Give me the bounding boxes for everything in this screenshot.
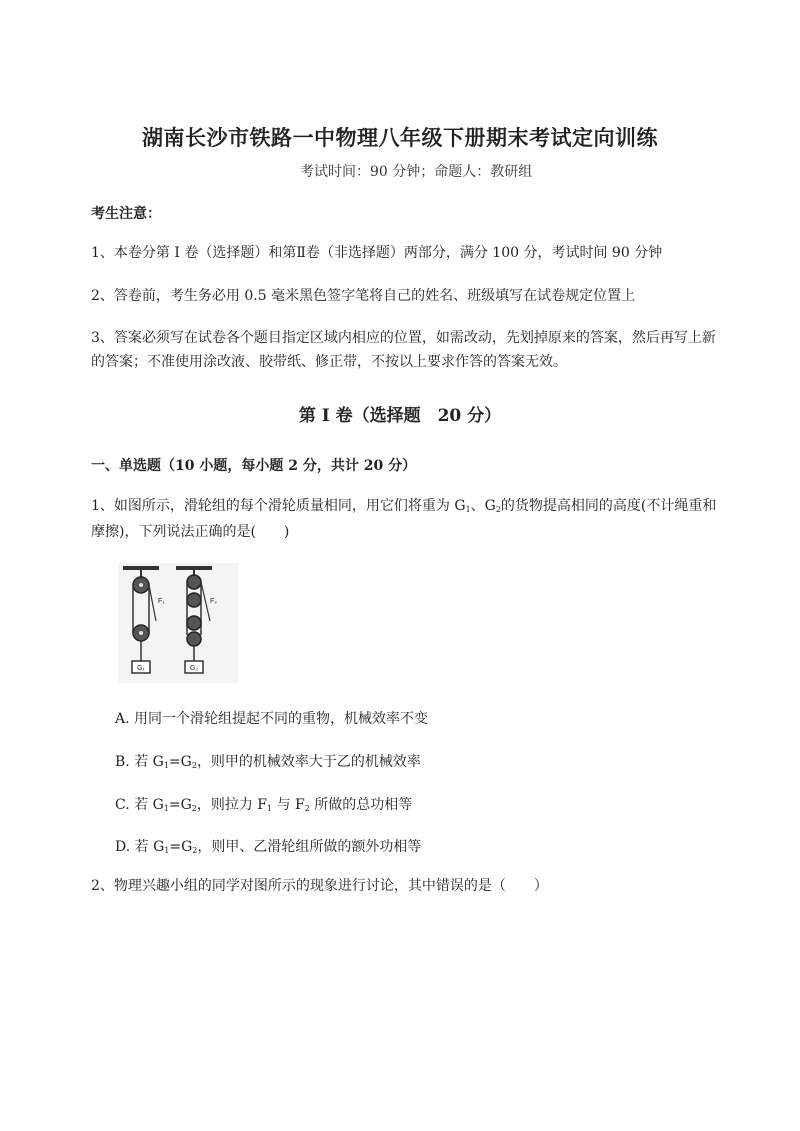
exam-subtitle: 考试时间：90 分钟；命题人：教研组: [300, 164, 533, 180]
movable-pulley-right-top: [187, 616, 201, 630]
part-heading: 一、单选题（10 小题，每小题 2 分，共计 20 分）: [91, 458, 417, 474]
fixed-pulley-right-bottom: [187, 593, 201, 607]
q1-sub-1: 1: [465, 505, 471, 514]
option-b-sub1: 1: [163, 761, 169, 770]
notice-item-3-cont: 的答案；不准使用涂改液、胶带纸、修正带，不按以上要求作答的答案无效。: [91, 354, 567, 370]
option-c-post3: 所做的总功相等: [309, 797, 413, 813]
label-g1: G₁: [137, 665, 145, 672]
question-1-line-2: 摩擦)，下列说法正确的是( ): [91, 524, 290, 540]
label-g2: G₂: [189, 665, 199, 672]
q1-text-a: 1、如图所示，滑轮组的每个滑轮质量相同，用它们将重为 G: [91, 498, 466, 514]
q1-sub-2: 2: [495, 505, 501, 514]
ceiling-right: [176, 566, 212, 570]
option-d-sub1: 1: [164, 846, 170, 855]
option-c-sub4: 2: [304, 804, 310, 813]
option-d: [115, 836, 421, 856]
option-b-post: ，则甲的机械效率大于乙的机械效率: [196, 754, 421, 770]
q1-text-c: 的货物提高相同的高度(不计绳重和: [500, 498, 717, 514]
q1-text-b: 、G: [470, 498, 496, 514]
notice-item-2: 2、答卷前，考生务必用 0.5 毫米黑色签字笔将自己的姓名、班级填写在试卷规定位置上: [91, 288, 636, 304]
movable-pulley-right-bottom: [187, 632, 201, 646]
notice-item-1: 1、本卷分第 I 卷（选择题）和第Ⅱ卷（非选择题）两部分，满分 100 分，考试时间 90 分钟: [91, 245, 663, 261]
pulley-figure: [118, 563, 238, 683]
section-title: 第 I 卷（选择题 20 分）: [298, 406, 502, 426]
option-c-sub3: 1: [267, 804, 273, 813]
notice-item-3: 3、答案必须写在试卷各个题目指定区域内相应的位置，如需改动，先划掉原来的答案，然后再写上新: [91, 330, 716, 346]
option-c-sub2: 2: [191, 804, 197, 813]
option-c-sub1: 1: [163, 804, 169, 813]
ceiling-left: [123, 566, 159, 570]
option-d-sub2: 2: [192, 846, 198, 855]
option-d-post: ，则甲、乙滑轮组所做的额外功相等: [197, 839, 422, 855]
label-f2: F₂: [210, 598, 217, 605]
option-b-pre: B. 若 G: [115, 754, 164, 770]
fixed-pulley-right-top: [187, 575, 201, 589]
question-1-line-1: [91, 494, 751, 522]
option-b-sub2: 2: [191, 761, 197, 770]
question-2: 2、物理兴趣小组的同学对图所示的现象进行讨论，其中错误的是（ ）: [91, 878, 548, 894]
option-c-pre: C. 若 G: [115, 797, 164, 813]
option-c: [115, 794, 412, 814]
option-a: A. 用同一个滑轮组提起不同的重物，机械效率不变: [115, 711, 429, 727]
option-c-post2: 与 F: [272, 797, 305, 813]
notice-heading: 考生注意：: [91, 206, 161, 222]
option-c-post1: ，则拉力 F: [196, 797, 268, 813]
option-d-mid: =G: [169, 839, 193, 855]
option-b: [115, 751, 421, 771]
label-f1: F₁: [158, 598, 165, 605]
page-title: 湖南长沙市铁路一中物理八年级下册期末考试定向训练: [142, 125, 658, 150]
option-c-mid: =G: [168, 797, 192, 813]
option-b-mid: =G: [168, 754, 192, 770]
option-d-pre: D. 若 G: [115, 839, 165, 855]
